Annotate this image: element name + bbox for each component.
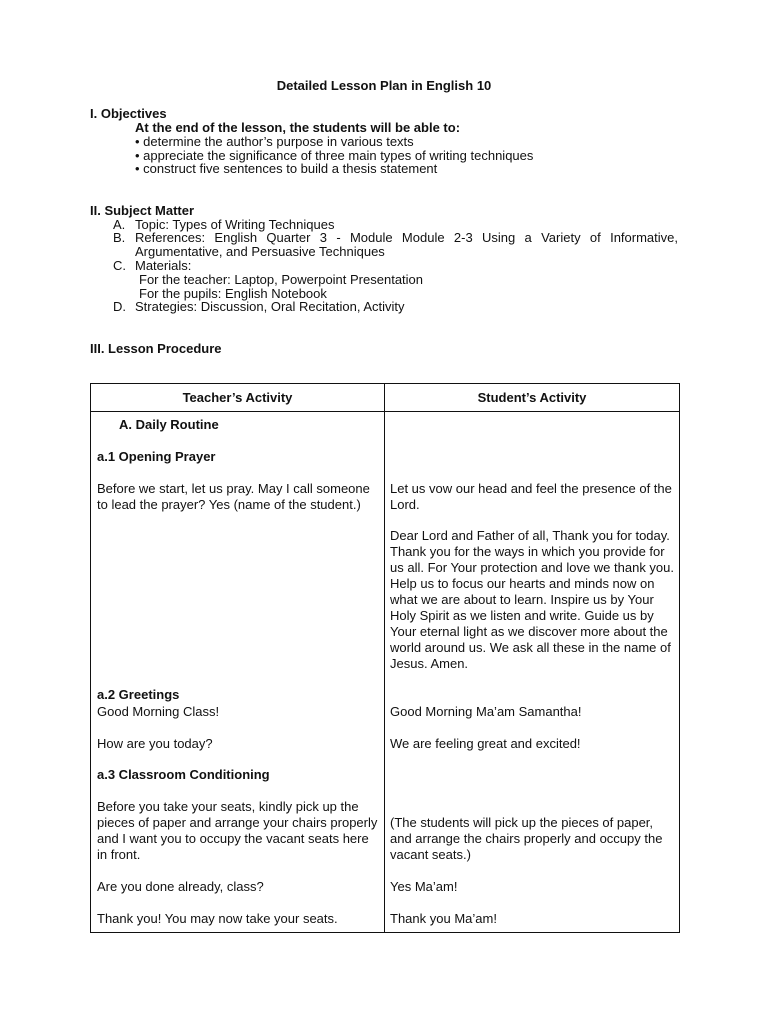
- student-done-text: Yes Ma’am!: [390, 879, 458, 894]
- table-header-row: [91, 384, 680, 412]
- teacher-done-text: Are you done already, class?: [97, 879, 264, 894]
- teacher-activity-header: Teacher’s Activity: [91, 384, 385, 412]
- student-conditioning-text: (The students will pick up the pieces of paper, and arrange the chairs properly and occupy the vacant seats.): [390, 815, 663, 862]
- subject-matter-heading: II. Subject Matter: [90, 203, 195, 218]
- conditioning-label: a.3 Classroom Conditioning: [97, 767, 270, 782]
- objective-item: • appreciate the significance of three main types of writing techniques: [135, 148, 534, 163]
- objective-item: • determine the author’s purpose in various texts: [135, 134, 414, 149]
- materials-pupils: For the pupils: English Notebook: [139, 286, 327, 301]
- list-letter: B.: [113, 230, 126, 245]
- objectives-intro: At the end of the lesson, the students will be able to:: [135, 120, 461, 135]
- student-prayer-text: Dear Lord and Father of all, Thank you for today. Thank you for the ways in which you provide for us all. For Your protection and love we thank you. Help us to focus our hearts and minds now on what we are about to learn. Inspire us by Your Holy Spirit as we listen and write. Guide us by Your eternal light as we discover more about the world around us. We ask all these in the name of Jesus. Amen.: [390, 528, 675, 671]
- student-column: [385, 412, 680, 933]
- list-letter: C.: [113, 258, 126, 273]
- list-letter: A.: [113, 217, 126, 232]
- materials-teacher: For the teacher: Laptop, Powerpoint Presentation: [139, 272, 424, 287]
- references-line2: Argumentative, and Persuasive Techniques: [135, 244, 385, 259]
- student-prayer-intro: Let us vow our head and feel the presence of the Lord.: [390, 481, 672, 512]
- teacher-how-text: How are you today?: [97, 736, 213, 751]
- materials-label: Materials:: [135, 258, 192, 273]
- greetings-label: a.2 Greetings: [97, 687, 180, 702]
- teacher-prayer-text: Before we start, let us pray. May I call someone to lead the prayer? Yes (name of the student.): [97, 481, 370, 512]
- student-how-text: We are feeling great and excited!: [390, 736, 581, 751]
- teacher-thanks-text: Thank you! You may now take your seats.: [97, 911, 338, 926]
- strategies-text: Strategies: Discussion, Oral Recitation, Activity: [135, 299, 405, 314]
- teacher-column: [91, 412, 385, 933]
- references-line1: References: English Quarter 3 - Module Module 2-3 Using a Variety of Informative,: [135, 230, 678, 245]
- opening-prayer-label: a.1 Opening Prayer: [97, 449, 216, 464]
- lesson-procedure-table: [90, 383, 680, 933]
- teacher-greeting-text: Good Morning Class!: [97, 704, 220, 719]
- objectives-heading: I. Objectives: [90, 106, 167, 121]
- topic-text: Topic: Types of Writing Techniques: [135, 217, 335, 232]
- page-title: Detailed Lesson Plan in English 10: [276, 78, 492, 93]
- table-body-row: [91, 412, 680, 933]
- student-activity-header: Student’s Activity: [385, 384, 680, 412]
- daily-routine-label: A. Daily Routine: [119, 417, 219, 432]
- objective-item: • construct five sentences to build a thesis statement: [135, 161, 438, 176]
- student-thanks-text: Thank you Ma’am!: [390, 911, 497, 926]
- list-letter: D.: [113, 299, 126, 314]
- student-greeting-text: Good Morning Ma’am Samantha!: [390, 704, 582, 719]
- procedure-heading: III. Lesson Procedure: [90, 341, 222, 356]
- teacher-conditioning-text: Before you take your seats, kindly pick up the pieces of paper and arrange your chairs properly and I want you to occupy the vacant seats here in front.: [97, 799, 378, 862]
